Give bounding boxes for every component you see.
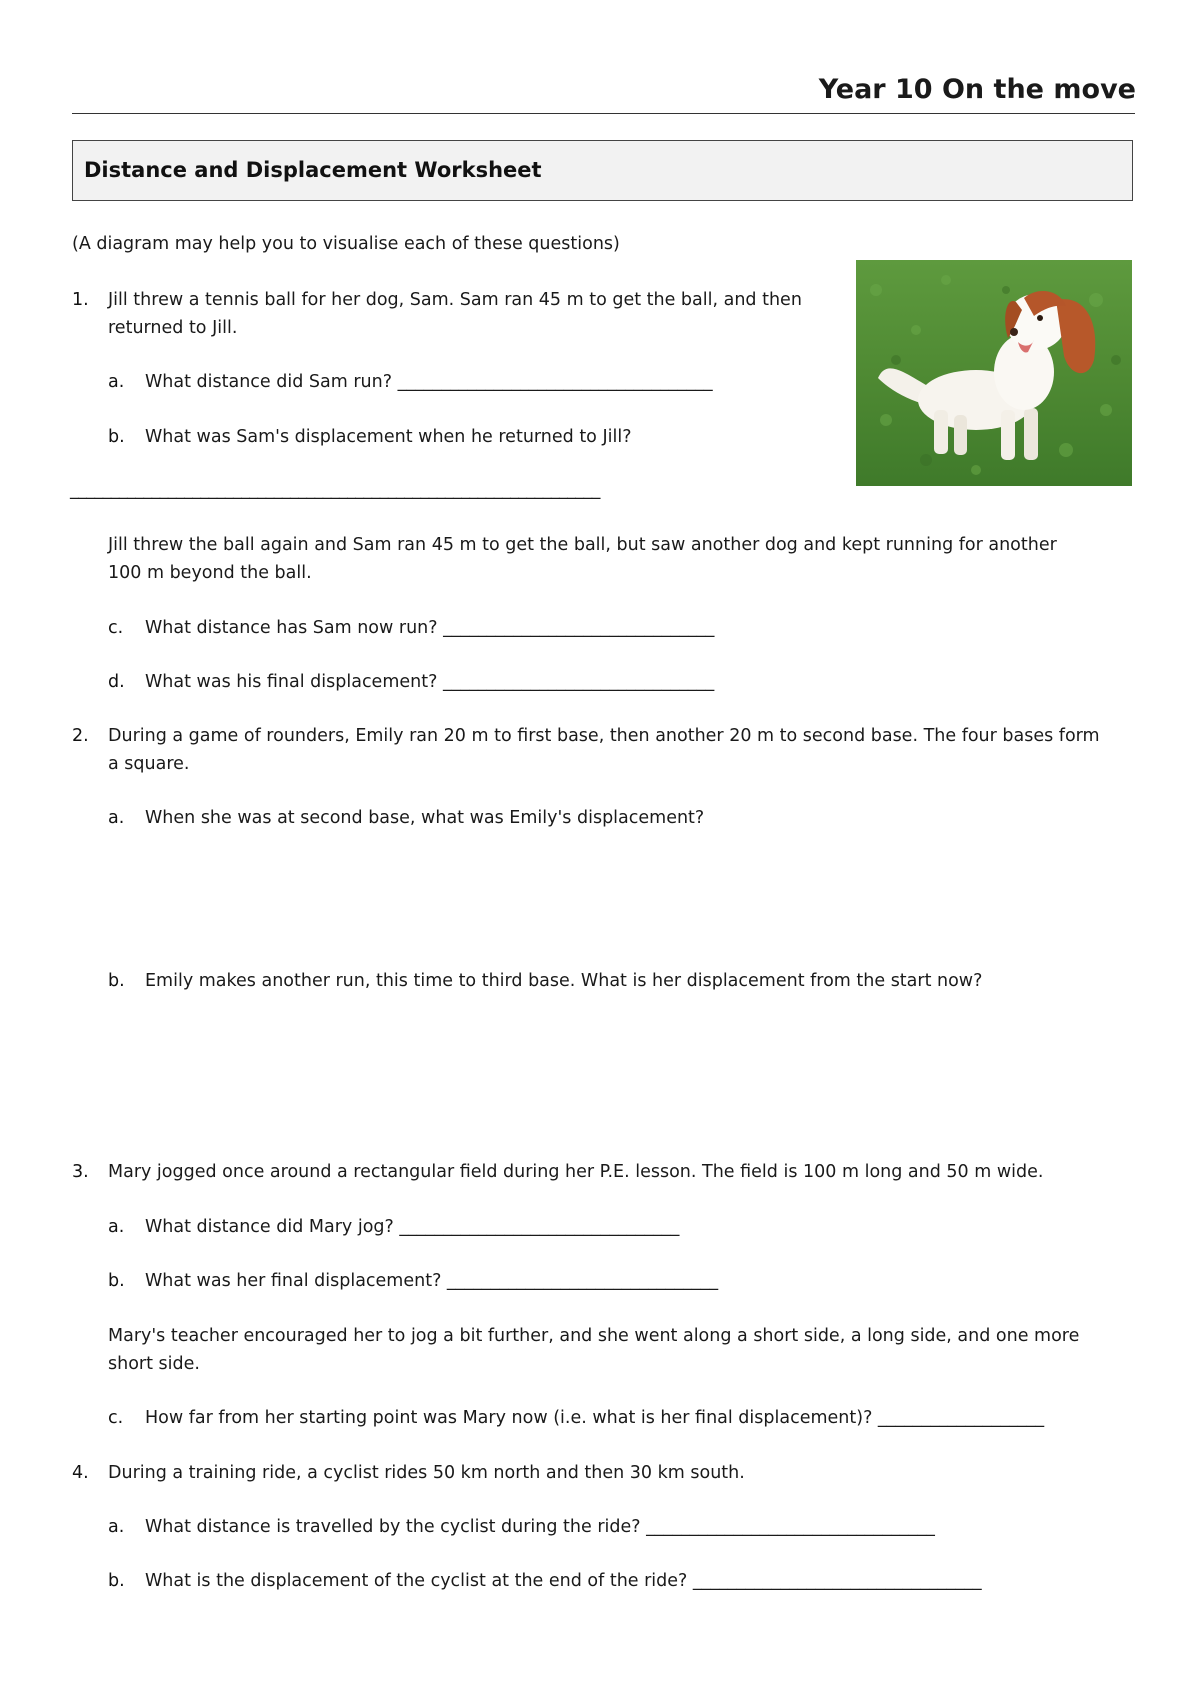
question-1-continuation-line2: 100 m beyond the ball.: [108, 563, 312, 583]
header-divider: [72, 113, 1135, 114]
question-4a-text[interactable]: What distance is travelled by the cyclist during the ride? _________________________________: [145, 1517, 935, 1537]
question-2-number: 2.: [72, 726, 89, 746]
question-2-text-line2: a square.: [108, 754, 190, 774]
question-1a-text[interactable]: What distance did Sam run? ____________________________________: [145, 372, 713, 392]
question-3-continuation-line2: short side.: [108, 1354, 200, 1374]
worksheet-title-box: [72, 140, 1133, 201]
question-3-continuation-line1: Mary's teacher encouraged her to jog a bit further, and she went along a short side, a long side, and one more: [108, 1326, 1080, 1346]
question-3a-text[interactable]: What distance did Mary jog? ________________________________: [145, 1217, 680, 1237]
question-1-continuation-line1: Jill threw the ball again and Sam ran 45 m to get the ball, but saw another dog and kept running for another: [108, 535, 1057, 555]
question-3-number: 3.: [72, 1162, 89, 1182]
question-4b-label: b.: [108, 1571, 125, 1591]
question-3c-label: c.: [108, 1408, 124, 1428]
question-1c-text[interactable]: What distance has Sam now run? _______________________________: [145, 618, 715, 638]
question-1-text-line2: returned to Jill.: [108, 318, 238, 338]
question-1d-label: d.: [108, 672, 125, 692]
question-1b-answer-line[interactable]: _________________________________________________________________: [70, 480, 600, 500]
question-1c-label: c.: [108, 618, 124, 638]
question-4-number: 4.: [72, 1463, 89, 1483]
question-1b-text: What was Sam's displacement when he returned to Jill?: [145, 427, 632, 447]
question-2b-label: b.: [108, 971, 125, 991]
question-3a-label: a.: [108, 1217, 125, 1237]
question-3b-label: b.: [108, 1271, 125, 1291]
question-1-number: 1.: [72, 290, 89, 310]
question-4b-text[interactable]: What is the displacement of the cyclist at the end of the ride? _________________________________: [145, 1571, 982, 1591]
question-2b-text: Emily makes another run, this time to third base. What is her displacement from the start now?: [145, 971, 983, 991]
worksheet-title: Distance and Displacement Worksheet: [84, 158, 542, 182]
question-3b-text[interactable]: What was her final displacement? _______________________________: [145, 1271, 719, 1291]
question-4a-label: a.: [108, 1517, 125, 1537]
document-header-title: Year 10 On the move: [818, 74, 1136, 105]
intro-text: (A diagram may help you to visualise each of these questions): [72, 234, 620, 254]
question-2a-label: a.: [108, 808, 125, 828]
question-3c-text[interactable]: How far from her starting point was Mary now (i.e. what is her final displacement)? ___________________: [145, 1408, 1045, 1428]
question-2a-text: When she was at second base, what was Emily's displacement?: [145, 808, 705, 828]
question-1b-label: b.: [108, 427, 125, 447]
question-1a-label: a.: [108, 372, 125, 392]
question-2-text-line1: During a game of rounders, Emily ran 20 m to first base, then another 20 m to second base. The four bases form: [108, 726, 1100, 746]
question-1-text-line1: Jill threw a tennis ball for her dog, Sam. Sam ran 45 m to get the ball, and then: [108, 290, 802, 310]
question-1d-text[interactable]: What was his final displacement? _______________________________: [145, 672, 715, 692]
dog-photo: [856, 260, 1132, 486]
question-4-text-line1: During a training ride, a cyclist rides 50 km north and then 30 km south.: [108, 1463, 745, 1483]
question-3-text-line1: Mary jogged once around a rectangular field during her P.E. lesson. The field is 100 m long and 50 m wide.: [108, 1162, 1044, 1182]
